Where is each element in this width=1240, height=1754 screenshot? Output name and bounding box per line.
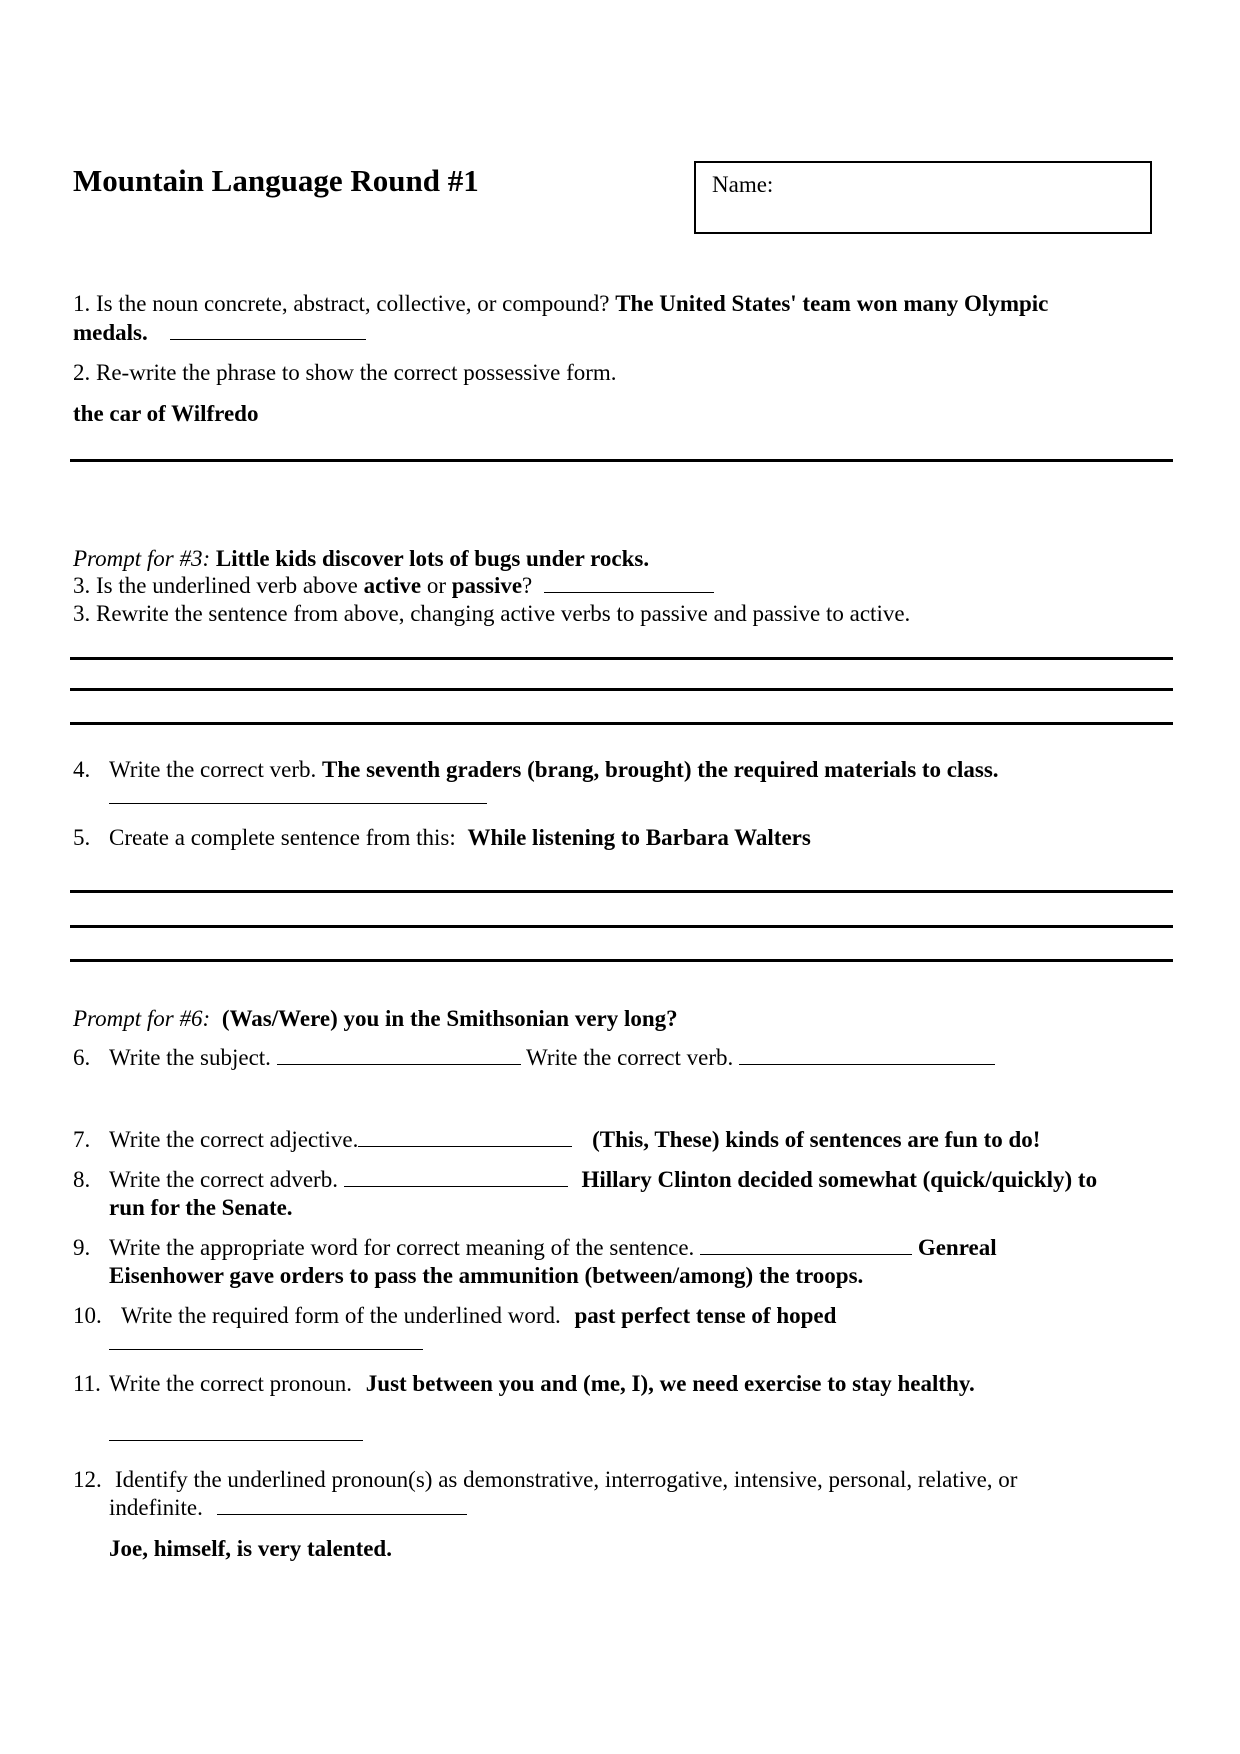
question-7 — [73, 1125, 1040, 1154]
answer-line-2[interactable] — [70, 459, 1173, 462]
question-1-sentence: The United States' team won many Olympic — [615, 291, 1049, 316]
answer-blank-6-verb[interactable] — [739, 1044, 995, 1065]
question-1-line-2 — [73, 318, 366, 347]
question-2-text: 2. Re-write the phrase to show the correct possessive form. — [73, 360, 617, 385]
answer-blank-6-subject[interactable] — [277, 1044, 521, 1065]
prompt-3-sentence: Little kids discover lots of bugs under rocks. — [215, 546, 650, 571]
question-3a-or: or — [426, 573, 446, 598]
question-12-text: Identify the underlined pronoun(s) as demonstrative, interrogative, intensive, personal, relative, or — [115, 1467, 1018, 1492]
question-10-text: Write the required form of the underlined word. — [121, 1303, 561, 1328]
question-12-text-end: indefinite. — [109, 1495, 203, 1520]
question-4 — [73, 755, 999, 784]
question-5-phrase: While listening to Barbara Walters — [467, 825, 811, 850]
question-1-sentence-end: medals. — [73, 320, 148, 345]
question-3a-active: active — [363, 573, 422, 598]
answer-line-3-1[interactable] — [70, 657, 1173, 660]
question-10 — [73, 1301, 836, 1330]
prompt-6-label: Prompt for #6: — [73, 1006, 211, 1031]
page-title: Mountain Language Round #1 — [73, 163, 479, 198]
answer-line-5-3[interactable] — [70, 959, 1173, 962]
question-3a-text: 3. Is the underlined verb above — [73, 573, 358, 598]
question-6-text-subject: Write the subject. — [109, 1045, 271, 1070]
question-3b-text: 3. Rewrite the sentence from above, changing active verbs to passive and passive to active. — [73, 601, 911, 626]
prompt-6 — [73, 1004, 678, 1033]
question-6-text-verb: Write the correct verb. — [526, 1045, 734, 1070]
question-1-text: 1. Is the noun concrete, abstract, collective, or compound? — [73, 291, 610, 316]
question-5-text: Create a complete sentence from this: — [109, 825, 456, 850]
question-3a-passive: passive — [451, 573, 523, 598]
name-label: Name: — [712, 172, 774, 197]
question-7-text: Write the correct adjective. — [109, 1127, 359, 1152]
answer-blank-11[interactable] — [109, 1420, 363, 1441]
question-3a — [73, 571, 714, 600]
question-9-number: 9. — [73, 1235, 91, 1260]
question-4-number: 4. — [73, 757, 91, 782]
question-12 — [73, 1465, 1017, 1494]
answer-blank-3a[interactable] — [544, 572, 714, 593]
question-9 — [73, 1233, 997, 1262]
answer-blank-9[interactable] — [700, 1234, 912, 1255]
answer-blank-10[interactable] — [109, 1329, 423, 1350]
answer-blank-12[interactable] — [217, 1494, 467, 1515]
answer-blank-7[interactable] — [358, 1126, 572, 1147]
question-6 — [73, 1043, 995, 1072]
prompt-3 — [73, 544, 649, 573]
question-11-number: 11. — [73, 1371, 101, 1396]
question-2-phrase: the car of Wilfredo — [73, 401, 259, 426]
question-11-sentence: Just between you and (me, I), we need exercise to stay healthy. — [365, 1371, 975, 1396]
question-10-number: 10. — [73, 1303, 102, 1328]
question-11-text: Write the correct pronoun. — [109, 1371, 353, 1396]
answer-line-3-2[interactable] — [70, 688, 1173, 691]
question-5-number: 5. — [73, 825, 91, 850]
question-4-sentence: The seventh graders (brang, brought) the required materials to class. — [322, 757, 999, 782]
question-8-sentence: Hillary Clinton decided somewhat (quick/quickly) to — [581, 1167, 1098, 1192]
question-12-line-2 — [109, 1493, 467, 1522]
question-1 — [73, 289, 1173, 318]
answer-line-3-3[interactable] — [70, 722, 1173, 725]
question-12-sentence: Joe, himself, is very talented. — [109, 1536, 392, 1561]
name-box[interactable] — [694, 161, 1152, 234]
answer-line-5-1[interactable] — [70, 890, 1173, 893]
question-9-sentence: Genreal — [917, 1235, 997, 1260]
answer-blank-8[interactable] — [344, 1166, 568, 1187]
question-8 — [73, 1165, 1097, 1194]
answer-line-5-2[interactable] — [70, 925, 1173, 928]
question-4-text: Write the correct verb. — [109, 757, 317, 782]
question-6-number: 6. — [73, 1045, 91, 1070]
question-7-number: 7. — [73, 1127, 91, 1152]
question-5 — [73, 823, 811, 852]
question-8-number: 8. — [73, 1167, 91, 1192]
question-7-sentence: (This, These) kinds of sentences are fun to do! — [592, 1127, 1041, 1152]
question-10-prompt: past perfect tense of hoped — [574, 1303, 837, 1328]
question-8-sentence-end: run for the Senate. — [109, 1195, 293, 1220]
answer-blank-1[interactable] — [170, 319, 366, 340]
question-9-text: Write the appropriate word for correct meaning of the sentence. — [109, 1235, 695, 1260]
question-8-text: Write the correct adverb. — [109, 1167, 338, 1192]
prompt-6-sentence: (Was/Were) you in the Smithsonian very long? — [221, 1006, 678, 1031]
prompt-3-label: Prompt for #3: — [73, 546, 211, 571]
question-11 — [73, 1369, 975, 1398]
answer-blank-4[interactable] — [109, 783, 487, 804]
question-3a-qmark: ? — [522, 573, 533, 598]
question-9-sentence-end: Eisenhower gave orders to pass the ammunition (between/among) the troops. — [109, 1263, 864, 1288]
question-12-number: 12. — [73, 1467, 102, 1492]
